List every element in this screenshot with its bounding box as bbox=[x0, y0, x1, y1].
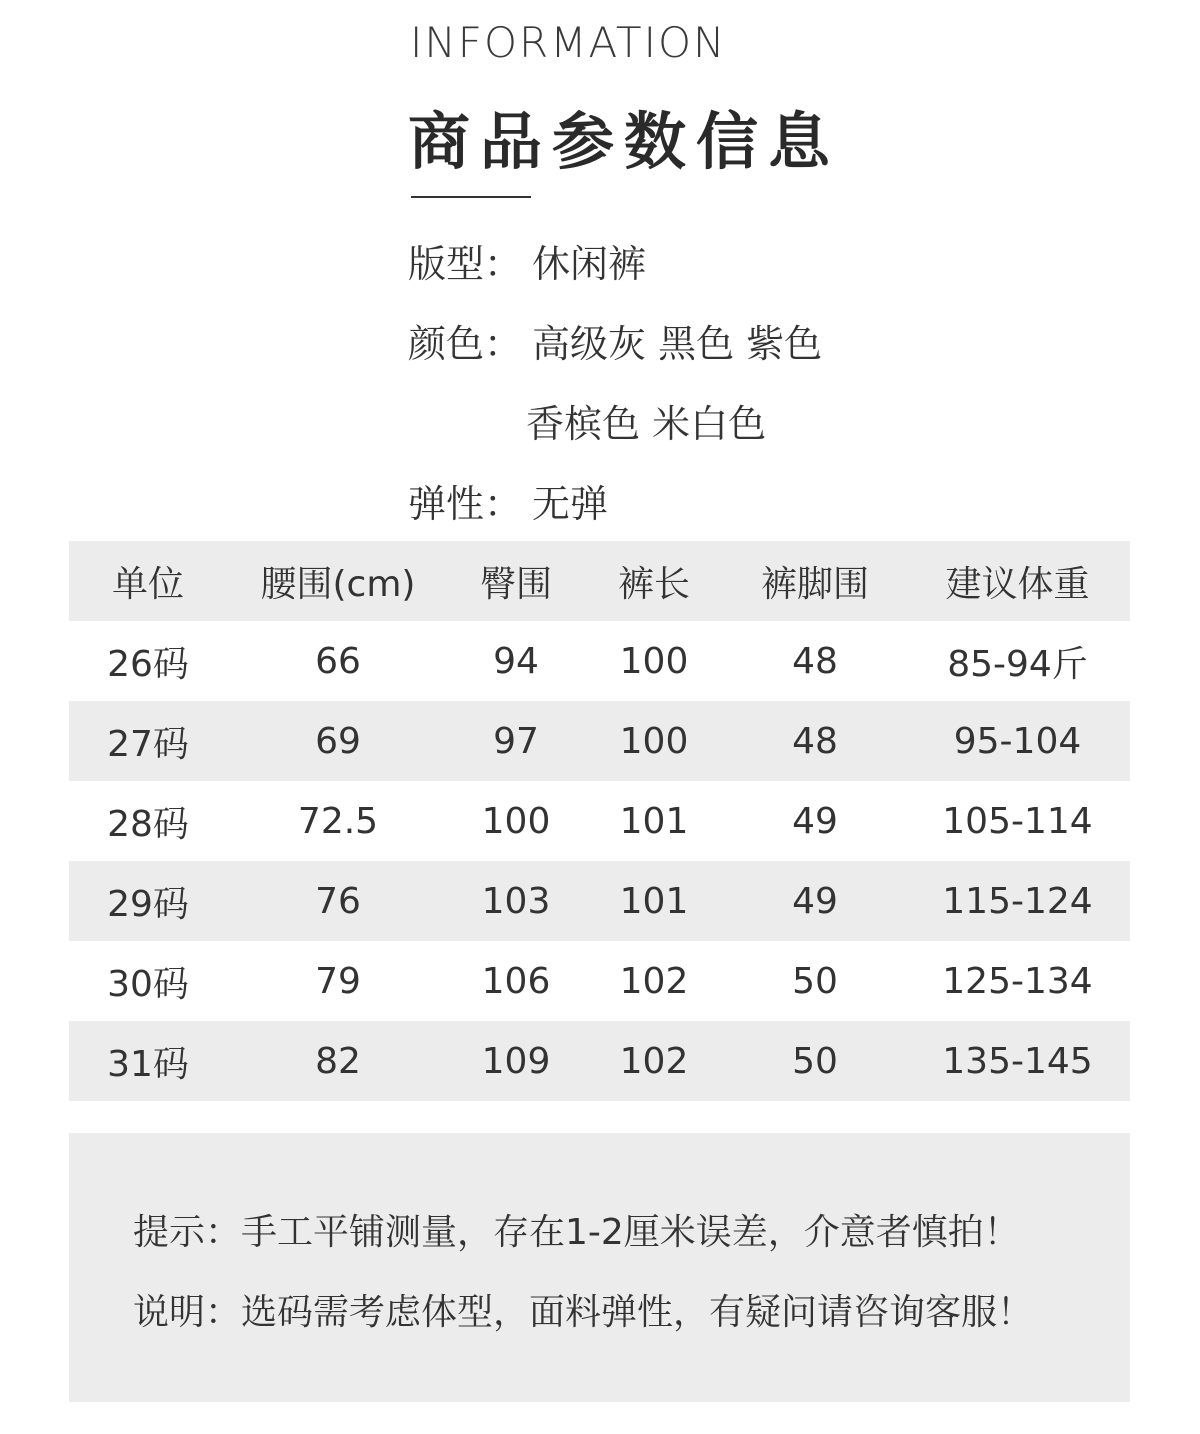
table-cell: 28码 bbox=[107, 803, 189, 845]
table-row bbox=[69, 1021, 1130, 1101]
table-cell: 85-94斤 bbox=[947, 643, 1088, 685]
fit-label: 版型： bbox=[408, 242, 523, 286]
table-cell: 97 bbox=[449, 701, 583, 781]
table-cell: 48 bbox=[792, 640, 838, 682]
table-cell: 125-134 bbox=[942, 960, 1093, 1002]
table-cell: 106 bbox=[481, 960, 551, 1002]
table-cell: 76 bbox=[227, 861, 449, 941]
table-cell: 95-104 bbox=[905, 701, 1130, 781]
table-cell: 100 bbox=[619, 640, 689, 682]
table-cell: 102 bbox=[619, 960, 689, 1002]
table-cell: 115-124 bbox=[905, 861, 1130, 941]
table-cell: 100 bbox=[583, 701, 725, 781]
elastic-value: 无弹 bbox=[532, 482, 609, 526]
tip-note: 提示：手工平铺测量，存在1-2厘米误差，介意者慎拍！ bbox=[133, 1212, 1020, 1253]
fit-value: 休闲裤 bbox=[532, 242, 647, 286]
table-cell: 49 bbox=[725, 861, 905, 941]
color-row-continued bbox=[408, 396, 822, 476]
table-cell: 49 bbox=[792, 800, 838, 842]
table-cell: 100 bbox=[481, 800, 551, 842]
elastic-label: 弹性： bbox=[408, 482, 523, 526]
color-label: 颜色： bbox=[408, 322, 523, 366]
size-table bbox=[69, 541, 1130, 1101]
table-cell: 69 bbox=[227, 701, 449, 781]
notes-box bbox=[69, 1133, 1130, 1402]
title-divider bbox=[411, 196, 531, 198]
table-cell: 103 bbox=[449, 861, 583, 941]
header-cell-waist: 腰围(cm) bbox=[227, 541, 449, 621]
table-cell: 72.5 bbox=[297, 800, 379, 842]
table-cell: 50 bbox=[725, 1021, 905, 1101]
header-cell-unit: 单位 bbox=[69, 541, 227, 621]
table-cell: 30码 bbox=[107, 963, 189, 1005]
table-row bbox=[69, 701, 1130, 781]
english-heading: INFORMATION bbox=[410, 18, 727, 67]
color-value-line2: 香槟色 米白色 bbox=[526, 402, 767, 446]
color-value-line1: 高级灰 黑色 紫色 bbox=[532, 322, 823, 366]
table-cell: 135-145 bbox=[905, 1021, 1130, 1101]
table-cell: 50 bbox=[792, 960, 838, 1002]
explain-note: 说明：选码需考虑体型，面料弹性，有疑问请咨询客服！ bbox=[133, 1292, 1034, 1333]
table-cell: 31码 bbox=[69, 1021, 227, 1101]
table-cell: 94 bbox=[493, 640, 539, 682]
header-cell-length: 裤长 bbox=[583, 541, 725, 621]
table-row bbox=[69, 621, 1130, 701]
color-row bbox=[408, 316, 822, 396]
fit-row bbox=[408, 236, 822, 316]
header-cell-weight: 建议体重 bbox=[905, 541, 1130, 621]
table-cell: 29码 bbox=[69, 861, 227, 941]
table-cell: 109 bbox=[449, 1021, 583, 1101]
product-info bbox=[408, 236, 822, 556]
table-cell: 105-114 bbox=[942, 800, 1093, 842]
table-cell: 26码 bbox=[107, 643, 189, 685]
table-row bbox=[69, 861, 1130, 941]
table-header-row bbox=[69, 541, 1130, 621]
table-cell: 66 bbox=[315, 640, 361, 682]
table-cell: 102 bbox=[583, 1021, 725, 1101]
header-cell-hem: 裤脚围 bbox=[725, 541, 905, 621]
table-cell: 48 bbox=[725, 701, 905, 781]
table-cell: 27码 bbox=[69, 701, 227, 781]
page-title: 商品参数信息 bbox=[408, 105, 841, 178]
table-row bbox=[69, 781, 1130, 861]
table-cell: 82 bbox=[227, 1021, 449, 1101]
table-cell: 101 bbox=[583, 861, 725, 941]
table-cell: 79 bbox=[315, 960, 361, 1002]
table-cell: 101 bbox=[619, 800, 689, 842]
table-row bbox=[69, 941, 1130, 1021]
header-cell-hip: 臀围 bbox=[449, 541, 583, 621]
